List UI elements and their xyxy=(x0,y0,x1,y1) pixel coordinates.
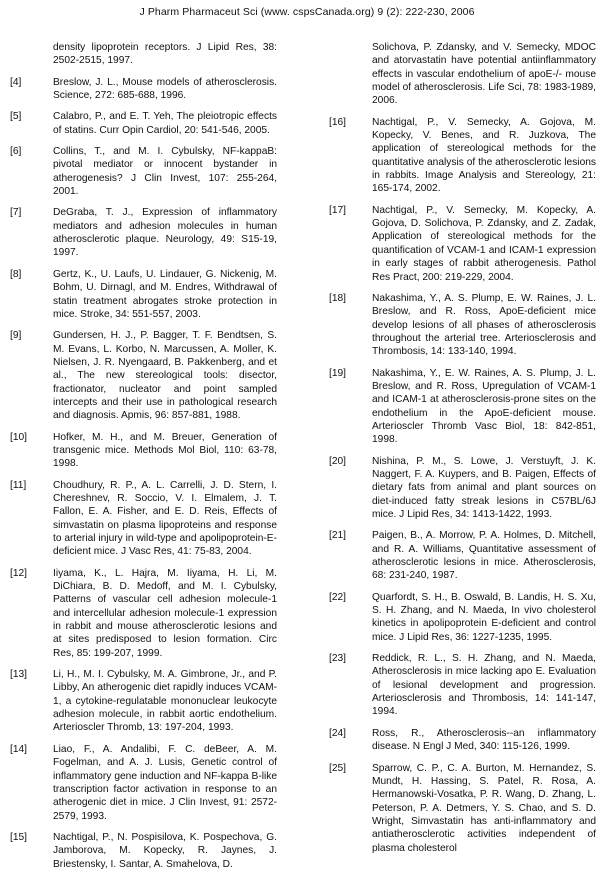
reference-number: [18] xyxy=(329,292,346,304)
reference-entry xyxy=(10,831,277,871)
reference-text: Quarfordt, S. H., B. Oswald, B. Landis, H. S. Xu, S. H. Zhang, and N. Maeda, In vivo cholesterol kinetics in apolipoprotein E-deficient and control mice. J Lipid Res, 36: 1227-1235, 1995. xyxy=(372,591,596,643)
reference-entry xyxy=(10,206,277,259)
reference-entry xyxy=(329,204,596,284)
reference-entry xyxy=(329,116,596,196)
reference-text: DeGraba, T. J., Expression of inflammatory mediators and adhesion molecules in human atherosclerotic plaque. Neurology, 49: S15-19, 1997. xyxy=(53,207,277,259)
reference-number: [7] xyxy=(10,207,22,219)
reference-entry xyxy=(10,268,277,321)
reference-number: [21] xyxy=(329,530,346,542)
reference-entry xyxy=(329,529,596,582)
reference-text: Breslow, J. L., Mouse models of atherosclerosis. Science, 272: 685-688, 1996. xyxy=(53,76,277,102)
reference-entry xyxy=(329,292,596,359)
reference-entry xyxy=(10,431,277,471)
reference-number: [6] xyxy=(10,146,22,158)
reference-text: Nachtigal, P., V. Semecky, M. Kopecky, A. Gojova, D. Solichova, P. Zdansky, and Z. Zadak, Application of stereological methods for the quantification of VCAM-1 and ICAM-1 expression in early stages of rabbit atherogenesis. Pathol Res Pract, 200: 219-229, 2004. xyxy=(372,204,596,283)
reference-text: Choudhury, R. P., A. L. Carrelli, J. D. Stern, I. Chereshnev, R. Soccio, V. I. Elmalem, J. T. Fallon, E. A. Fisher, and E. D. Reis, Effects of simvastatin on plasma lipoproteins and response to arterial injury in wild-type and apolipoprotein-E-deficient mice. J Vasc Res, 41: 75-83, 2004. xyxy=(53,479,277,558)
reference-text: Ross, R., Atherosclerosis--an inflammatory disease. N Engl J Med, 340: 115-126, 1999. xyxy=(372,727,596,753)
reference-text: density lipoprotein receptors. J Lipid Res, 38: 2502-2515, 1997. xyxy=(53,42,277,67)
reference-number: [22] xyxy=(329,591,346,603)
reference-number: [24] xyxy=(329,727,346,739)
reference-entry xyxy=(10,76,277,103)
reference-text: Calabro, P., and E. T. Yeh, The pleiotropic effects of statins. Curr Opin Cardiol, 20: 541-546, 2005. xyxy=(53,111,277,136)
reference-entry xyxy=(10,110,277,137)
reference-number: [10] xyxy=(10,431,27,443)
reference-number: [13] xyxy=(10,669,27,681)
reference-number: [9] xyxy=(10,330,22,342)
reference-number: [15] xyxy=(10,831,27,843)
reference-text: Gertz, K., U. Laufs, U. Lindauer, G. Nickenig, M. Bohm, U. Dirnagl, and M. Endres, Withdrawal of statin treatment abrogates stroke protection in mice. Stroke, 34: 551-557, 2003. xyxy=(53,268,277,320)
reference-text: Nishina, P. M., S. Lowe, J. Verstuyft, J. K. Naggert, F. A. Kuypers, and B. Paigen, Effects of dietary fats from animal and plant sources on diet-induced fatty streak lesions in C57BL/6J mice. J Lipid Res, 34: 1413-1422, 1993. xyxy=(372,455,596,520)
reference-text: Solichova, P. Zdansky, and V. Semecky, MDOC and atorvastatin have potential antiinflammatory effects in vascular endothelium of apoE-/- mouse model of atherosclerosis. Life Sci, 78: 1983-1989, 2006. xyxy=(372,42,596,107)
reference-entry xyxy=(329,591,596,644)
reference-text: Nakashima, Y., A. S. Plump, E. W. Raines, J. L. Breslow, and R. Ross, ApoE-deficient mice develop lesions of all phases of atherosclerosis throughout the arterial tree. Arteriosclerosis and Thrombosis, 14: 133-140, 1994. xyxy=(372,292,596,358)
reference-text: Iiyama, K., L. Hajra, M. Iiyama, H. Li, M. DiChiara, B. D. Medoff, and M. I. Cybulsky, Patterns of vascular cell adhesion molecule-1 and intercellular adhesion molecule-1 expression in rabbit and mouse atherosclerotic lesions and at sites predisposed to lesion formation. Circ Res, 85: 199-207, 1999. xyxy=(53,567,277,659)
reference-number: [19] xyxy=(329,367,346,379)
reference-entry xyxy=(329,455,596,522)
journal-running-header: J Pharm Pharmaceut Sci (www. cspsCanada.org) 9 (2): 222-230, 2006 xyxy=(139,6,475,18)
reference-entry xyxy=(329,41,596,108)
reference-text: Reddick, R. L., S. H. Zhang, and N. Maeda, Atherosclerosis in mice lacking apo E. Evaluation of lesional development and progression. Arteriosclerosis and Thrombosis, 14: 141-147, 1994. xyxy=(372,653,596,718)
reference-text: Li, H., M. I. Cybulsky, M. A. Gimbrone, Jr., and P. Libby, An atherogenic diet rapidly induces VCAM-1, a cytokine-regulatable mononuclear leukocyte adhesion molecule, in rabbit aortic endothelium. Arterioscler Thromb, 13: 197-204, 1993. xyxy=(53,669,277,734)
reference-number: [8] xyxy=(10,268,22,280)
reference-number: [20] xyxy=(329,455,346,467)
reference-number: [16] xyxy=(329,116,346,128)
reference-number: [17] xyxy=(329,204,346,216)
references-left-column xyxy=(10,41,277,871)
reference-text: Hofker, M. H., and M. Breuer, Generation of transgenic mice. Methods Mol Biol, 110: 63-78, 1998. xyxy=(53,431,277,470)
reference-text: Paigen, B., A. Morrow, P. A. Holmes, D. Mitchell, and R. A. Williams, Quantitative assessment of atherosclerotic lesions in mice. Atherosclerosis, 68: 231-240, 1987. xyxy=(372,530,596,582)
reference-text: Nachtigal, P., N. Pospisilova, K. Pospechova, G. Jamborova, M. Kopecky, R. Jaynes, J. Briestensky, I. Santar, A. Smahelova, D. xyxy=(53,831,277,870)
reference-entry xyxy=(329,367,596,447)
reference-text: Sparrow, C. P., C. A. Burton, M. Hernandez, S. Mundt, H. Hassing, S. Patel, R. Rosa, A. Hermanowski-Vosatka, P. R. Wang, D. Zhang, L. Peterson, P. A. Detmers, Y. S. Chao, and S. D. Wright, Simvastatin has anti-inflammatory and antiatherosclerotic activities independent of plasma cholesterol xyxy=(372,762,596,854)
reference-entry xyxy=(329,762,596,855)
references-right-column xyxy=(329,41,596,855)
reference-entry xyxy=(10,479,277,559)
reference-entry xyxy=(10,329,277,422)
reference-entry xyxy=(10,743,277,823)
reference-number: [23] xyxy=(329,653,346,665)
reference-entry xyxy=(10,668,277,735)
reference-text: Nachtigal, P., V. Semecky, A. Gojova, M. Kopecky, V. Benes, and R. Juzkova, The application of stereological methods for the quantitative analysis of the atherosclerotic lesions in rabbits. Image Analysis and Stereology, 21: 165-174, 2002. xyxy=(372,116,596,195)
reference-number: [11] xyxy=(10,479,27,491)
reference-number: [5] xyxy=(10,111,22,123)
reference-number: [12] xyxy=(10,567,27,579)
reference-number: [25] xyxy=(329,762,346,774)
reference-entry xyxy=(10,567,277,660)
reference-text: Liao, F., A. Andalibi, F. C. deBeer, A. M. Fogelman, and A. J. Lusis, Genetic control of inflammatory gene induction and NF-kappa B-like transcription factor activation in response to an atherogenic diet in mice. J Clin Invest, 91: 2572-2579, 1993. xyxy=(53,743,277,822)
reference-number: [4] xyxy=(10,76,22,88)
reference-text: Nakashima, Y., E. W. Raines, A. S. Plump, J. L. Breslow, and R. Ross, Upregulation of VCAM-1 and ICAM-1 at atherosclerosis-prone sites on the endothelium in the ApoE-deficient mouse. Arterioscler Thromb Vasc Biol, 18: 842-851, 1998. xyxy=(372,367,596,446)
reference-entry xyxy=(10,145,277,198)
reference-number: [14] xyxy=(10,743,27,755)
reference-text: Collins, T., and M. I. Cybulsky, NF-kappaB: pivotal mediator or innocent bystander in atherogenesis? J Clin Invest, 107: 255-264, 2001. xyxy=(53,146,277,198)
reference-entry xyxy=(10,41,277,68)
reference-text: Gundersen, H. J., P. Bagger, T. F. Bendtsen, S. M. Evans, L. Korbo, N. Marcussen, A. Moller, K. Nielsen, J. R. Nyengaard, B. Pakkenberg, and et al., The new stereological tools: disector, fractionator, nucleator and point sampled intercepts and their use in pathological research and diagnosis. Apmis, 96: 857-881, 1988. xyxy=(53,330,277,422)
reference-entry xyxy=(329,652,596,719)
reference-entry xyxy=(329,727,596,754)
